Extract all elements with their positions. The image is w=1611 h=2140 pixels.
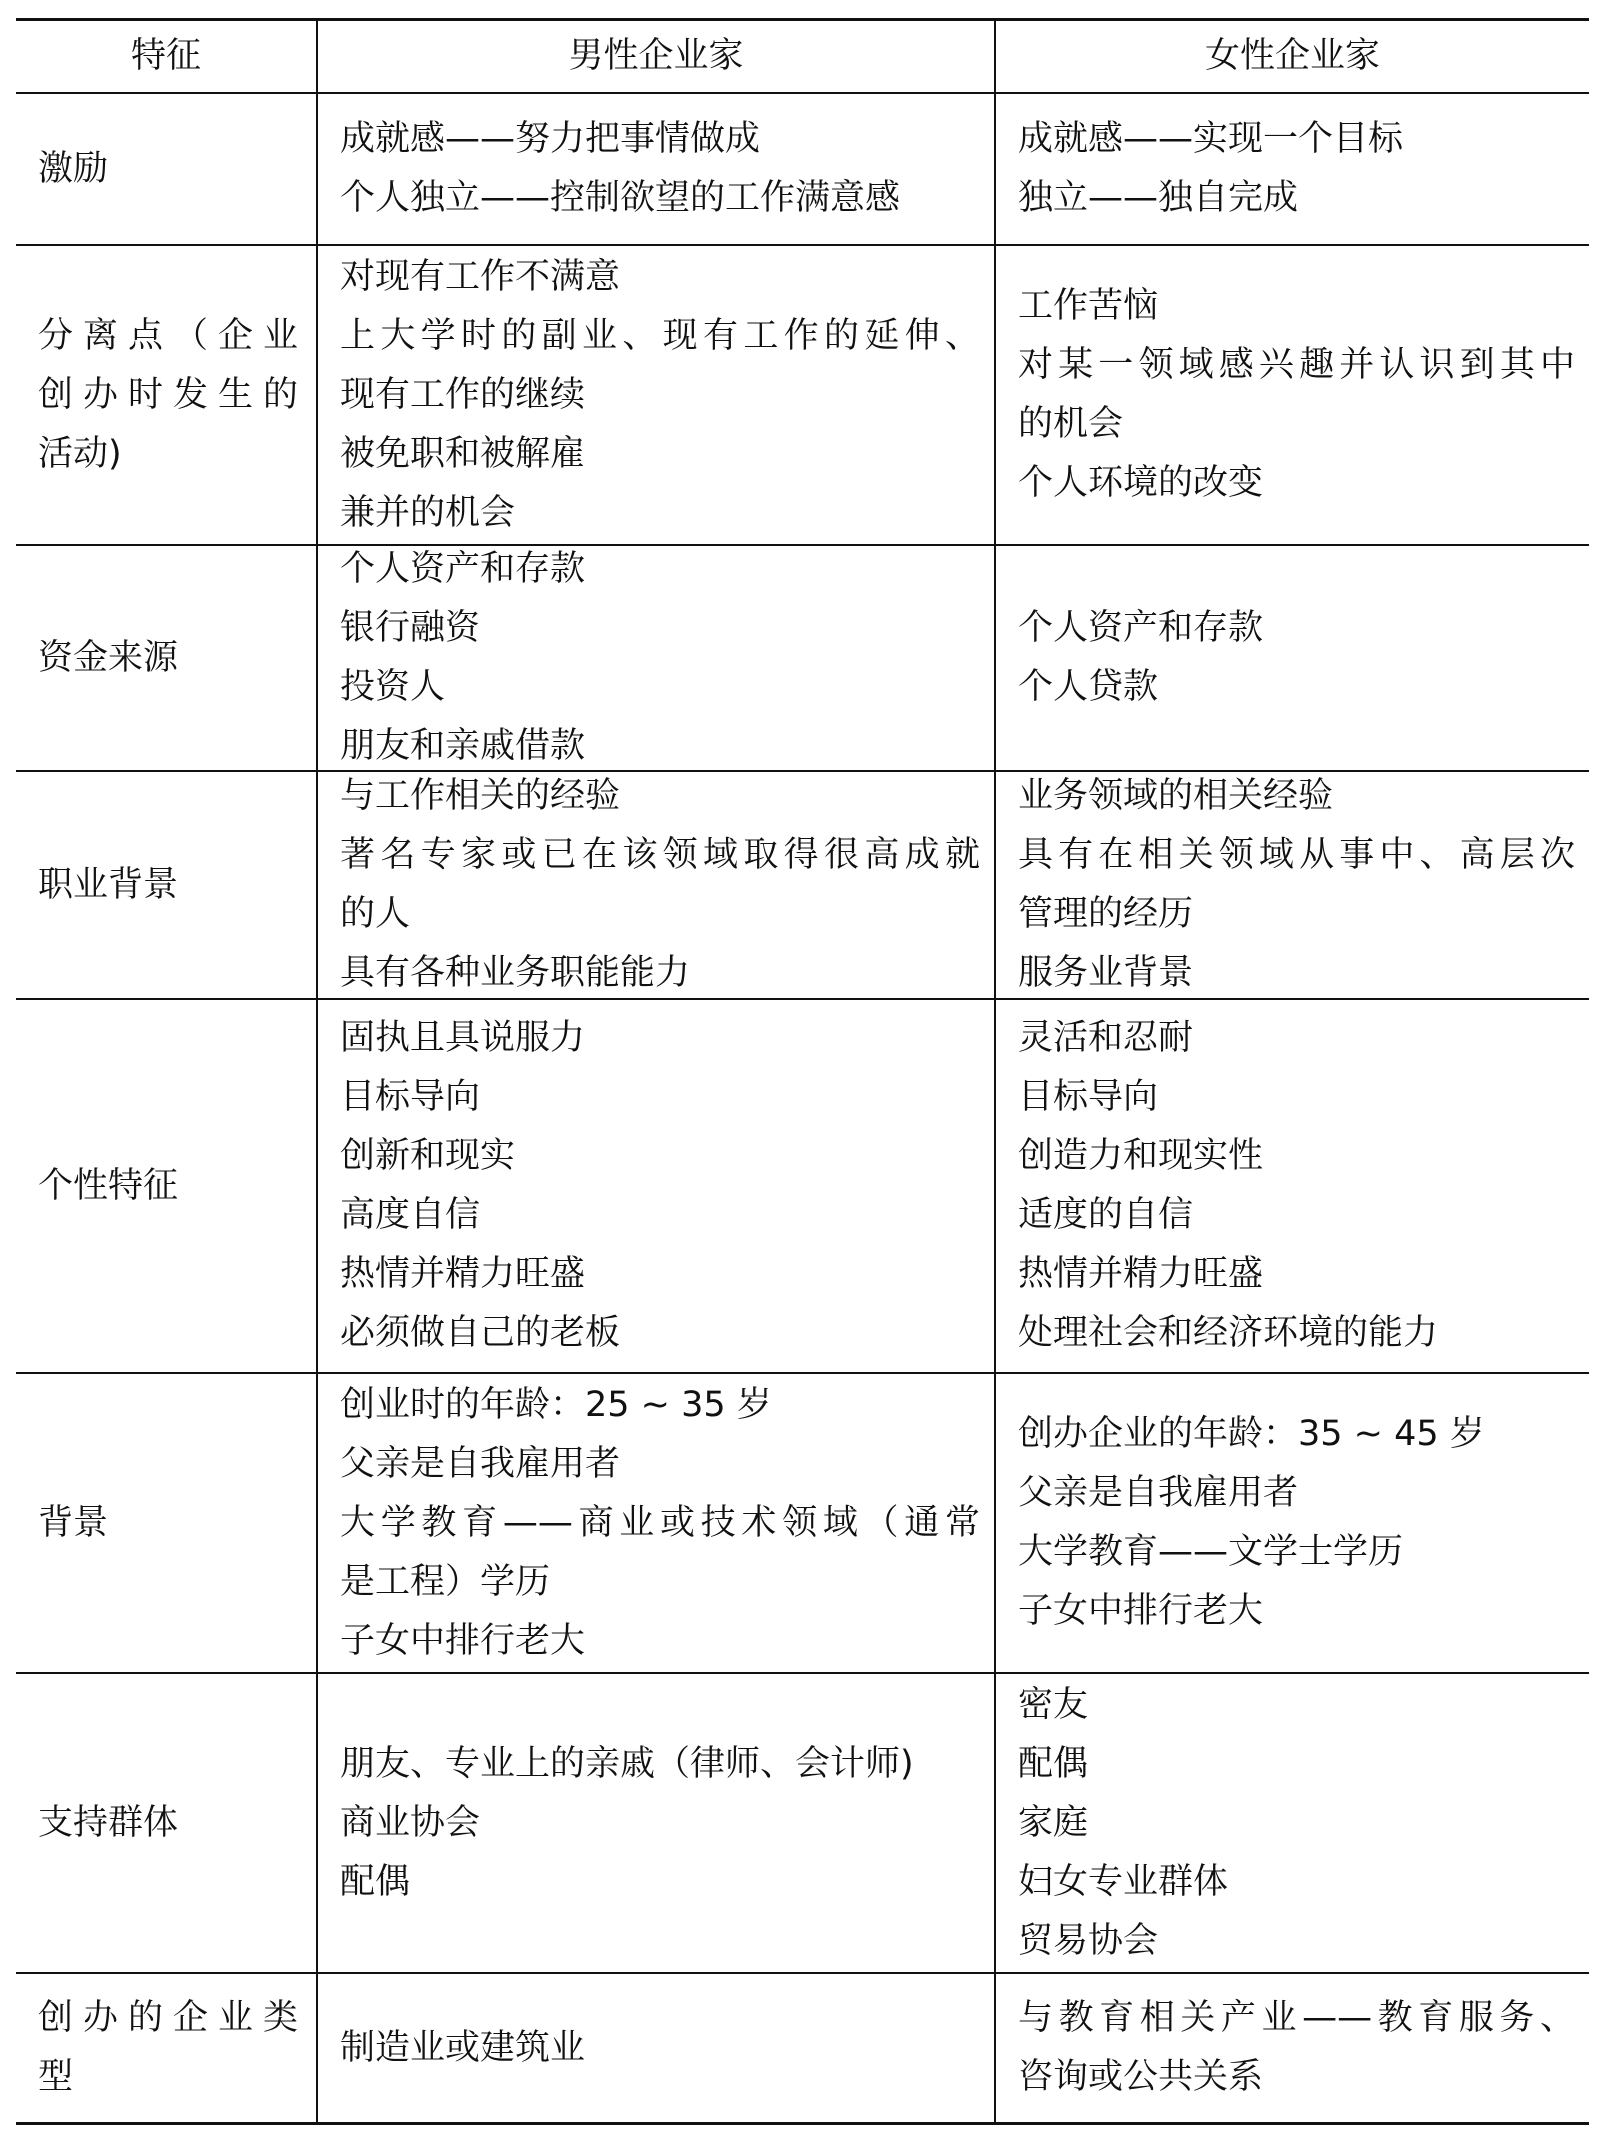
cell-line: 商业协会 xyxy=(340,1802,481,1843)
cell-line: 创办的企业类 xyxy=(38,1998,298,2038)
feature-cell xyxy=(16,1974,316,2122)
cell-line: 现有工作的继续 xyxy=(340,374,586,415)
cell-line: 被免职和被解雇 xyxy=(340,433,586,474)
cell-line: 处理社会和经济环境的能力 xyxy=(1018,1313,1439,1353)
cell-line: 对现有工作不满意 xyxy=(340,256,621,297)
female-cell xyxy=(996,1974,1589,2122)
cell-line: 创办企业的年龄：35 ~ 45 岁 xyxy=(1018,1414,1485,1454)
header-label: 特征 xyxy=(130,36,201,76)
cell-line: 个人环境的改变 xyxy=(1018,463,1264,503)
cell-line: 活动) xyxy=(38,433,122,474)
cell-line: 子女中排行老大 xyxy=(340,1620,586,1661)
feature-cell xyxy=(16,1374,316,1672)
cell-line: 配偶 xyxy=(1018,1743,1089,1784)
cell-line: 热情并精力旺盛 xyxy=(340,1254,586,1294)
cell-line: 目标导向 xyxy=(1018,1077,1159,1117)
cell-line: 家庭 xyxy=(1018,1802,1089,1843)
cell-line: 个人贷款 xyxy=(1018,667,1159,707)
cell-line: 高度自信 xyxy=(340,1195,481,1235)
comparison-table xyxy=(16,18,1589,2124)
cell-line: 工作苦恼 xyxy=(1018,286,1159,326)
cell-line: 对某一领域感兴趣并认识到其中 xyxy=(1018,345,1575,385)
male-cell xyxy=(318,246,994,544)
cell-line: 适度的自信 xyxy=(1018,1195,1194,1235)
cell-line: 投资人 xyxy=(340,667,446,707)
cell-line: 妇女专业群体 xyxy=(1018,1861,1229,1902)
male-cell xyxy=(318,772,994,998)
feature-cell xyxy=(16,94,316,244)
cell-line: 成就感——实现一个目标 xyxy=(1018,119,1404,159)
cell-line: 灵活和忍耐 xyxy=(1018,1018,1194,1058)
header-cell xyxy=(318,21,994,92)
cell-line: 热情并精力旺盛 xyxy=(1018,1254,1264,1294)
cell-line: 父亲是自我雇用者 xyxy=(1018,1473,1299,1513)
feature-cell xyxy=(16,772,316,998)
cell-line: 个人独立——控制欲望的工作满意感 xyxy=(340,178,901,218)
cell-line: 个人资产和存款 xyxy=(340,549,586,589)
female-cell xyxy=(996,546,1589,770)
male-cell xyxy=(318,1374,994,1672)
feature-cell xyxy=(16,1000,316,1372)
feature-cell xyxy=(16,546,316,770)
header-cell xyxy=(16,21,316,92)
cell-line: 分离点（企业 xyxy=(38,315,298,356)
cell-line: 咨询或公共关系 xyxy=(1018,2057,1264,2097)
male-cell xyxy=(318,1000,994,1372)
header-label: 女性企业家 xyxy=(1204,36,1380,76)
cell-line: 大学教育——文学士学历 xyxy=(1018,1532,1404,1572)
cell-line: 密友 xyxy=(1018,1684,1089,1725)
cell-line: 管理的经历 xyxy=(1018,894,1194,934)
header-cell xyxy=(996,21,1589,92)
cell-line: 父亲是自我雇用者 xyxy=(340,1443,621,1484)
cell-line: 大学教育——商业或技术领域（通常 xyxy=(340,1502,980,1543)
cell-line: 的人 xyxy=(340,894,411,934)
female-cell xyxy=(996,246,1589,544)
cell-line: 支持群体 xyxy=(38,1802,179,1843)
cell-line: 是工程）学历 xyxy=(340,1561,551,1602)
male-cell xyxy=(318,1674,994,1972)
male-cell xyxy=(318,546,994,770)
cell-line: 与教育相关产业——教育服务、 xyxy=(1018,1998,1575,2038)
cell-line: 朋友和亲戚借款 xyxy=(340,726,586,766)
cell-line: 资金来源 xyxy=(38,637,179,678)
female-cell xyxy=(996,94,1589,244)
cell-line: 服务业背景 xyxy=(1018,953,1194,993)
cell-line: 贸易协会 xyxy=(1018,1920,1159,1961)
cell-line: 上大学时的副业、现有工作的延伸、 xyxy=(340,315,980,356)
cell-line: 创造力和现实性 xyxy=(1018,1136,1264,1176)
cell-line: 固执且具说服力 xyxy=(340,1018,586,1058)
cell-line: 制造业或建筑业 xyxy=(340,2027,586,2068)
feature-cell xyxy=(16,246,316,544)
cell-line: 具有各种业务职能能力 xyxy=(340,953,691,993)
cell-line: 的机会 xyxy=(1018,404,1124,444)
table-border-thick xyxy=(16,2122,1589,2125)
female-cell xyxy=(996,1374,1589,1672)
cell-line: 兼并的机会 xyxy=(340,492,516,533)
cell-line: 型 xyxy=(38,2057,74,2097)
cell-line: 必须做自己的老板 xyxy=(340,1313,621,1353)
cell-line: 与工作相关的经验 xyxy=(340,776,621,816)
cell-line: 配偶 xyxy=(340,1861,411,1902)
cell-line: 成就感——努力把事情做成 xyxy=(340,119,761,159)
cell-line: 目标导向 xyxy=(340,1077,481,1117)
cell-line: 创新和现实 xyxy=(340,1136,516,1176)
cell-line: 创办时发生的 xyxy=(38,374,298,415)
female-cell xyxy=(996,1674,1589,1972)
cell-line: 独立——独自完成 xyxy=(1018,178,1299,218)
female-cell xyxy=(996,772,1589,998)
cell-line: 创业时的年龄：25 ~ 35 岁 xyxy=(340,1384,772,1425)
cell-line: 银行融资 xyxy=(340,608,481,648)
cell-line: 个性特征 xyxy=(38,1165,179,1206)
cell-line: 朋友、专业上的亲戚（律师、会计师) xyxy=(340,1743,914,1784)
feature-cell xyxy=(16,1674,316,1972)
female-cell xyxy=(996,1000,1589,1372)
cell-line: 具有在相关领域从事中、高层次 xyxy=(1018,835,1575,875)
cell-line: 职业背景 xyxy=(38,864,179,905)
cell-line: 子女中排行老大 xyxy=(1018,1591,1264,1631)
cell-line: 个人资产和存款 xyxy=(1018,608,1264,648)
cell-line: 业务领域的相关经验 xyxy=(1018,776,1334,816)
male-cell xyxy=(318,1974,994,2122)
cell-line: 激励 xyxy=(38,148,109,189)
male-cell xyxy=(318,94,994,244)
cell-line: 背景 xyxy=(38,1502,109,1543)
header-label: 男性企业家 xyxy=(568,36,744,76)
cell-line: 著名专家或已在该领域取得很高成就 xyxy=(340,835,980,875)
